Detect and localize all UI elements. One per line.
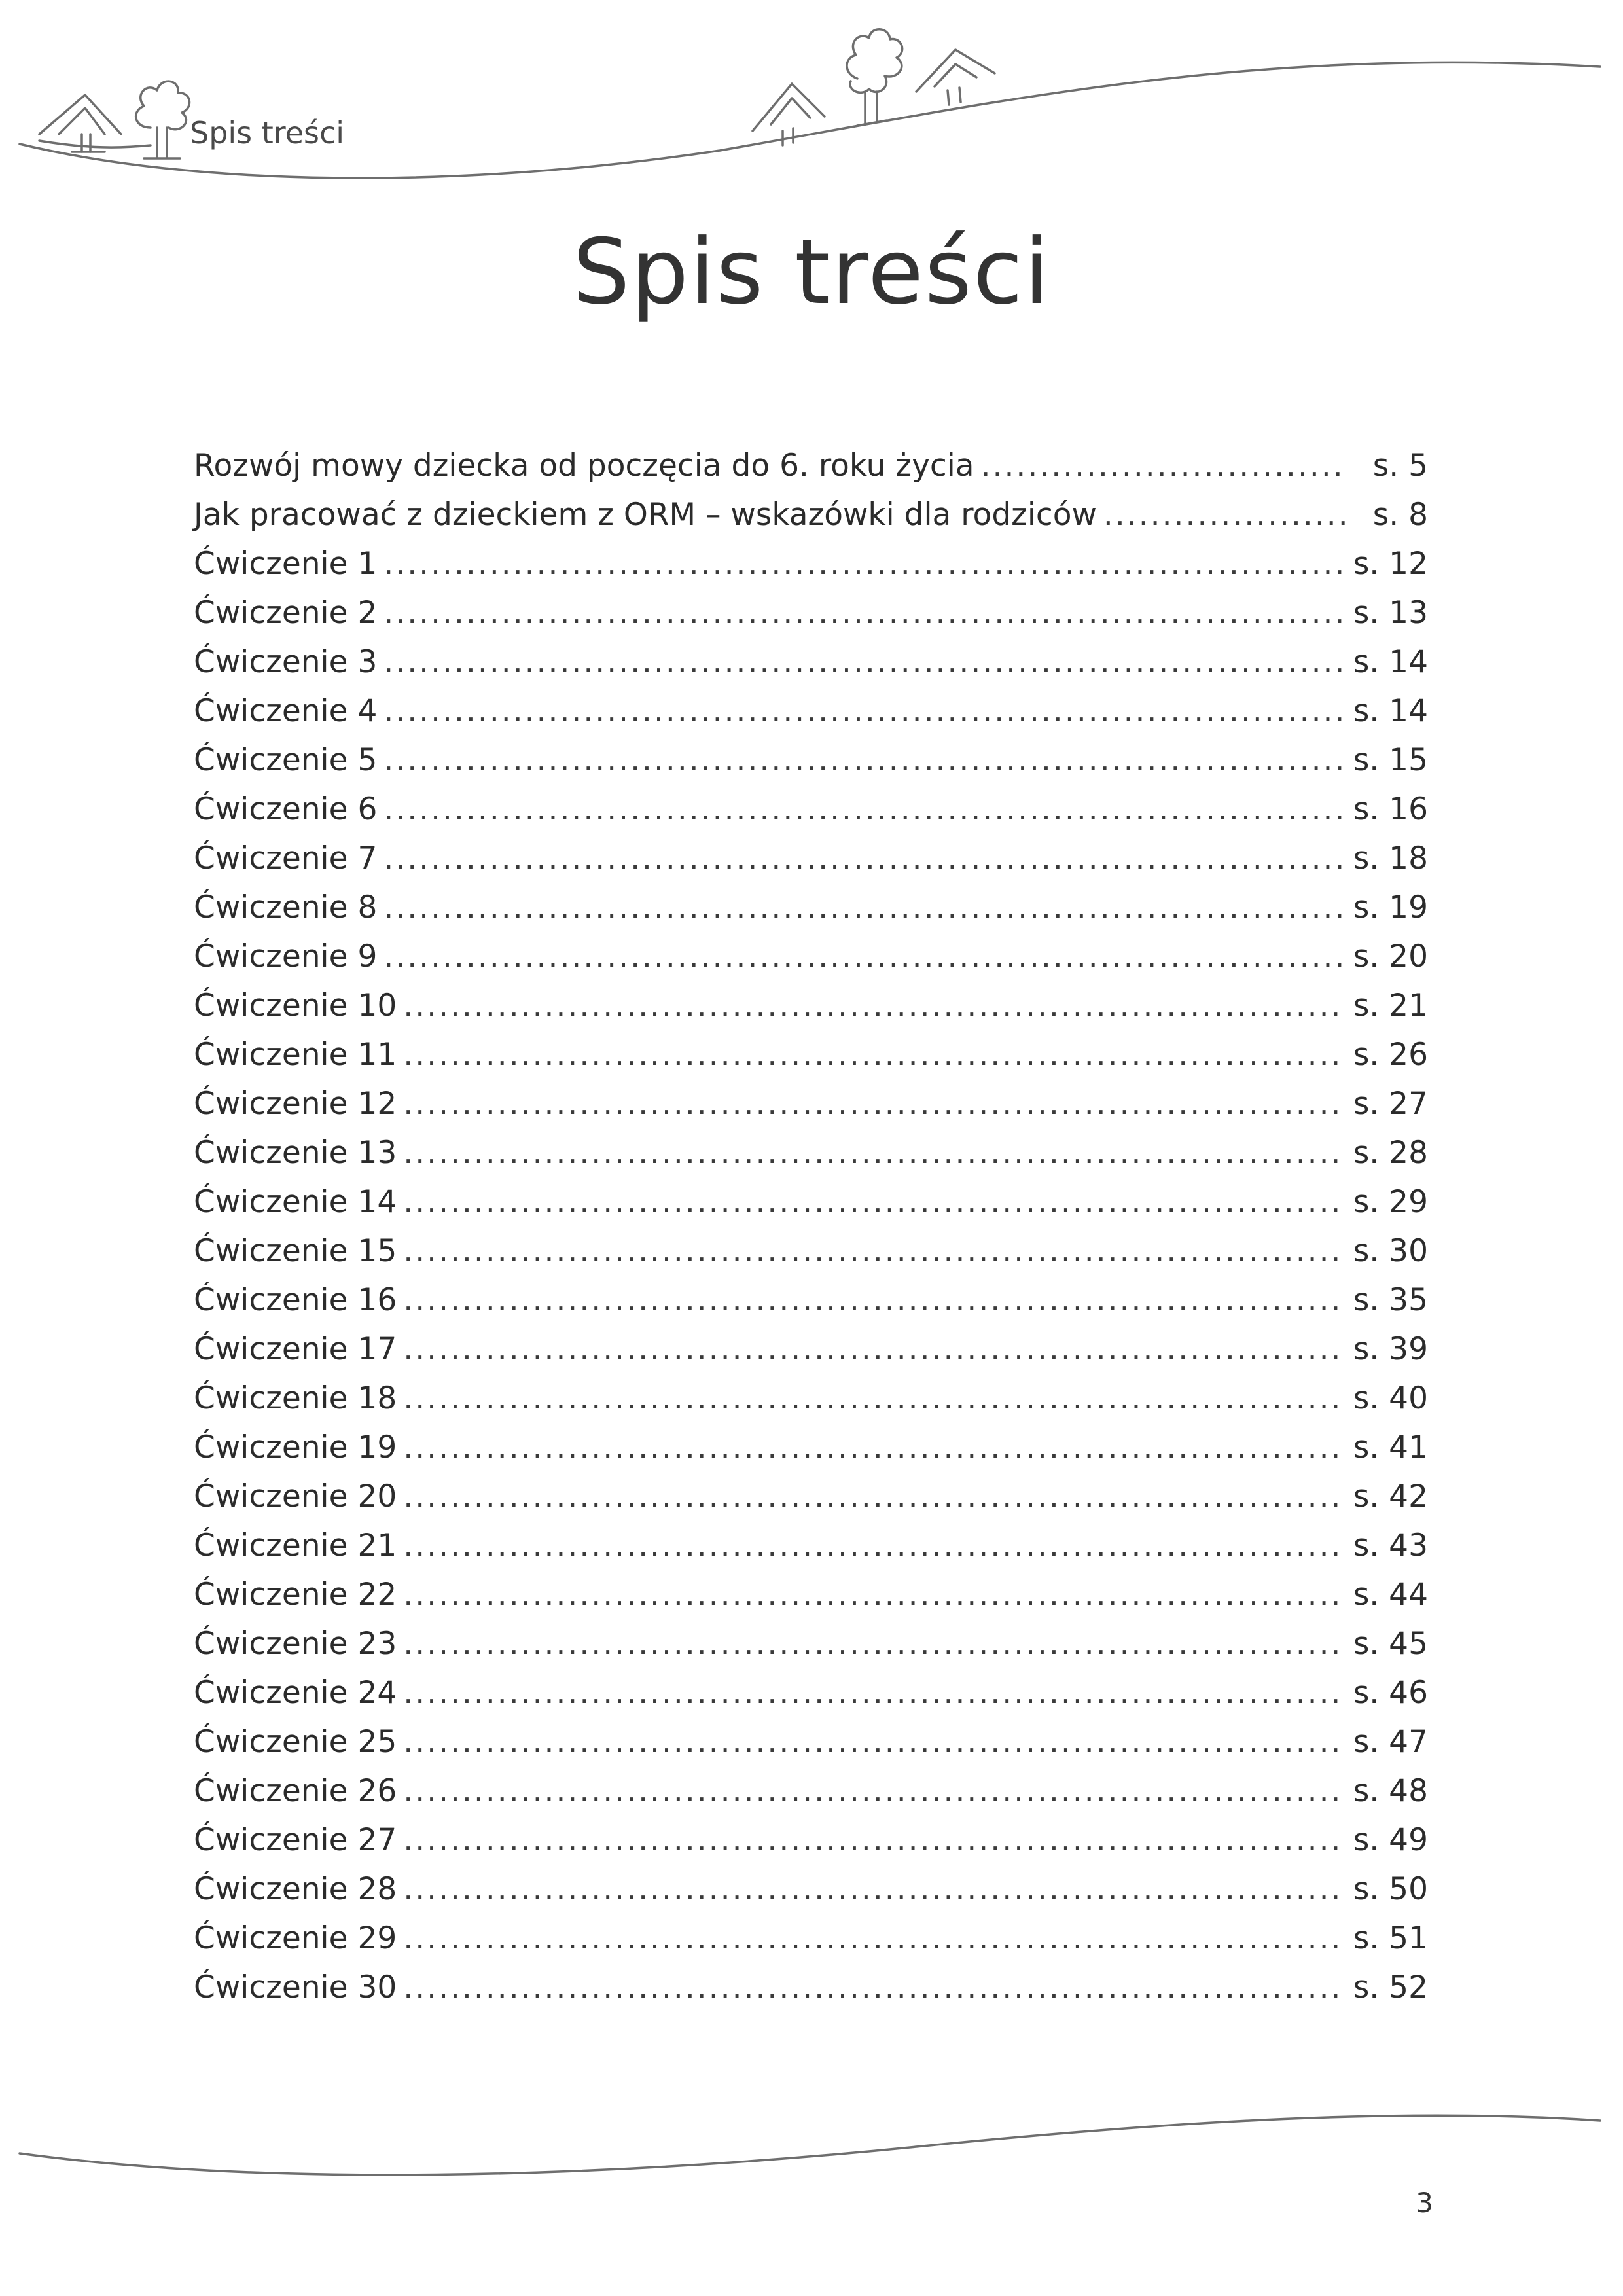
toc-dot-leader (403, 1619, 1344, 1668)
toc-dot-leader (383, 736, 1344, 785)
toc-entry[interactable] (194, 1227, 1428, 1276)
toc-entry-title: Ćwiczenie 17 (194, 1331, 397, 1367)
toc-entry-page: s. 5 (1372, 448, 1428, 484)
toc-entry[interactable] (194, 539, 1428, 588)
toc-entry[interactable] (194, 1472, 1428, 1521)
toc-entry-title: Ćwiczenie 1 (194, 546, 378, 582)
toc-entry-page: s. 43 (1353, 1528, 1428, 1564)
toc-entry-title: Ćwiczenie 23 (194, 1626, 397, 1662)
toc-entry-page: s. 12 (1353, 546, 1428, 582)
toc-entry-page: s. 28 (1353, 1135, 1428, 1171)
toc-entry[interactable] (194, 1767, 1428, 1816)
toc-entry-page: s. 40 (1353, 1380, 1428, 1416)
toc-entry-page: s. 14 (1353, 693, 1428, 729)
toc-entry[interactable] (194, 883, 1428, 932)
toc-dot-leader (403, 1276, 1344, 1325)
toc-entry-title: Ćwiczenie 19 (194, 1429, 397, 1465)
toc-entry-title: Ćwiczenie 13 (194, 1135, 397, 1171)
toc-entry-page: s. 14 (1353, 644, 1428, 680)
toc-dot-leader (403, 1177, 1344, 1227)
toc-entry-title: Ćwiczenie 27 (194, 1822, 397, 1858)
toc-entry-title: Ćwiczenie 16 (194, 1282, 397, 1318)
toc-entry[interactable] (194, 490, 1428, 539)
toc-entry-page: s. 13 (1353, 595, 1428, 631)
toc-dot-leader (403, 1816, 1344, 1865)
toc-dot-leader (403, 1570, 1344, 1619)
toc-entry[interactable] (194, 1276, 1428, 1325)
toc-dot-leader (403, 1668, 1344, 1717)
toc-entry[interactable] (194, 1325, 1428, 1374)
toc-entry-title: Ćwiczenie 28 (194, 1871, 397, 1907)
toc-entry-title: Ćwiczenie 18 (194, 1380, 397, 1416)
tree-icon (916, 50, 995, 105)
toc-entry-page: s. 20 (1353, 939, 1428, 975)
page-number: 3 (1416, 2187, 1433, 2219)
toc-entry-page: s. 46 (1353, 1675, 1428, 1711)
toc-entry-page: s. 15 (1353, 742, 1428, 778)
toc-dot-leader (403, 1963, 1344, 2012)
footer-wave-line (20, 2115, 1600, 2175)
toc-entry-title: Ćwiczenie 21 (194, 1528, 397, 1564)
toc-dot-leader (383, 785, 1344, 834)
toc-entry[interactable] (194, 1423, 1428, 1472)
toc-dot-leader (403, 1767, 1344, 1816)
toc-entry[interactable] (194, 981, 1428, 1030)
toc-entry-page: s. 30 (1353, 1233, 1428, 1269)
toc-dot-leader (1103, 490, 1347, 539)
toc-entry-page: s. 8 (1372, 497, 1428, 533)
toc-entry[interactable] (194, 1030, 1428, 1079)
tree-icon (753, 84, 825, 145)
toc-entry-title: Ćwiczenie 6 (194, 791, 378, 827)
toc-entry-page: s. 47 (1353, 1724, 1428, 1760)
toc-entry-page: s. 26 (1353, 1037, 1428, 1073)
toc-dot-leader (981, 441, 1347, 490)
toc-entry-title: Ćwiczenie 2 (194, 595, 378, 631)
toc-entry[interactable] (194, 1079, 1428, 1128)
toc-entry-page: s. 39 (1353, 1331, 1428, 1367)
toc-dot-leader (403, 1717, 1344, 1767)
tree-icon (136, 81, 190, 158)
toc-entry-title: Ćwiczenie 15 (194, 1233, 397, 1269)
toc-entry-title: Ćwiczenie 11 (194, 1037, 397, 1073)
toc-entry-page: s. 48 (1353, 1773, 1428, 1809)
toc-dot-leader (403, 1374, 1344, 1423)
toc-entry-title: Ćwiczenie 9 (194, 939, 378, 975)
toc-dot-leader (383, 687, 1344, 736)
toc-entry-page: s. 50 (1353, 1871, 1428, 1907)
toc-entry[interactable] (194, 1619, 1428, 1668)
toc-entry[interactable] (194, 441, 1428, 490)
toc-dot-leader (383, 637, 1344, 687)
toc-entry[interactable] (194, 932, 1428, 981)
toc-entry[interactable] (194, 736, 1428, 785)
toc-entry-title: Ćwiczenie 10 (194, 988, 397, 1024)
toc-entry[interactable] (194, 1521, 1428, 1570)
toc-entry-page: s. 41 (1353, 1429, 1428, 1465)
toc-dot-leader (403, 1128, 1344, 1177)
toc-entry-page: s. 52 (1353, 1969, 1428, 2005)
toc-dot-leader (383, 883, 1344, 932)
toc-entry-page: s. 35 (1353, 1282, 1428, 1318)
toc-dot-leader (403, 1423, 1344, 1472)
toc-entry-page: s. 21 (1353, 988, 1428, 1024)
toc-entry-page: s. 18 (1353, 840, 1428, 876)
toc-dot-leader (403, 1521, 1344, 1570)
toc-entry-title: Ćwiczenie 5 (194, 742, 378, 778)
running-header: Spis treści (190, 115, 345, 151)
toc-entry-page: s. 19 (1353, 889, 1428, 925)
toc-entry[interactable] (194, 1374, 1428, 1423)
toc-entry-title: Ćwiczenie 25 (194, 1724, 397, 1760)
toc-entry[interactable] (194, 1816, 1428, 1865)
tree-icon (847, 29, 902, 126)
toc-entry-title: Ćwiczenie 30 (194, 1969, 397, 2005)
toc-entry-title: Ćwiczenie 22 (194, 1577, 397, 1613)
tree-icon (39, 95, 121, 152)
page-title: Spis treści (572, 219, 1051, 325)
toc-entry[interactable] (194, 588, 1428, 637)
toc-dot-leader (403, 1472, 1344, 1521)
table-of-contents (194, 441, 1428, 2012)
toc-entry-title: Ćwiczenie 24 (194, 1675, 397, 1711)
toc-entry-title: Ćwiczenie 4 (194, 693, 378, 729)
toc-entry-page: s. 49 (1353, 1822, 1428, 1858)
toc-entry[interactable] (194, 687, 1428, 736)
toc-dot-leader (403, 1030, 1344, 1079)
toc-dot-leader (383, 932, 1344, 981)
toc-entry-title: Ćwiczenie 26 (194, 1773, 397, 1809)
toc-entry-page: s. 27 (1353, 1086, 1428, 1122)
toc-dot-leader (383, 588, 1344, 637)
toc-dot-leader (403, 1079, 1344, 1128)
toc-dot-leader (403, 1914, 1344, 1963)
toc-entry[interactable] (194, 1914, 1428, 1963)
toc-entry[interactable] (194, 1865, 1428, 1914)
toc-entry-page: s. 29 (1353, 1184, 1428, 1220)
toc-entry-title: Ćwiczenie 14 (194, 1184, 397, 1220)
toc-entry-page: s. 45 (1353, 1626, 1428, 1662)
toc-entry-title: Rozwój mowy dziecka od poczęcia do 6. roku życia (194, 448, 974, 484)
toc-entry-page: s. 44 (1353, 1577, 1428, 1613)
toc-dot-leader (383, 834, 1344, 883)
toc-entry[interactable] (194, 1128, 1428, 1177)
toc-dot-leader (403, 1227, 1344, 1276)
toc-entry-title: Ćwiczenie 12 (194, 1086, 397, 1122)
toc-entry[interactable] (194, 637, 1428, 687)
toc-entry-title: Ćwiczenie 7 (194, 840, 378, 876)
toc-entry-page: s. 42 (1353, 1479, 1428, 1515)
toc-entry-title: Ćwiczenie 3 (194, 644, 378, 680)
toc-entry-title: Ćwiczenie 29 (194, 1920, 397, 1956)
toc-entry[interactable] (194, 1963, 1428, 2012)
toc-entry[interactable] (194, 1177, 1428, 1227)
toc-dot-leader (403, 1865, 1344, 1914)
toc-entry-title: Jak pracować z dzieckiem z ORM – wskazówki dla rodziców (194, 497, 1097, 533)
toc-dot-leader (403, 981, 1344, 1030)
toc-entry[interactable] (194, 785, 1428, 834)
header-wave-line-2 (39, 141, 151, 147)
toc-dot-leader (383, 539, 1344, 588)
toc-entry[interactable] (194, 1570, 1428, 1619)
toc-entry[interactable] (194, 1668, 1428, 1717)
toc-entry-page: s. 51 (1353, 1920, 1428, 1956)
toc-entry-page: s. 16 (1353, 791, 1428, 827)
toc-entry-title: Ćwiczenie 20 (194, 1479, 397, 1515)
toc-dot-leader (403, 1325, 1344, 1374)
toc-entry-title: Ćwiczenie 8 (194, 889, 378, 925)
toc-entry[interactable] (194, 834, 1428, 883)
toc-entry[interactable] (194, 1717, 1428, 1767)
